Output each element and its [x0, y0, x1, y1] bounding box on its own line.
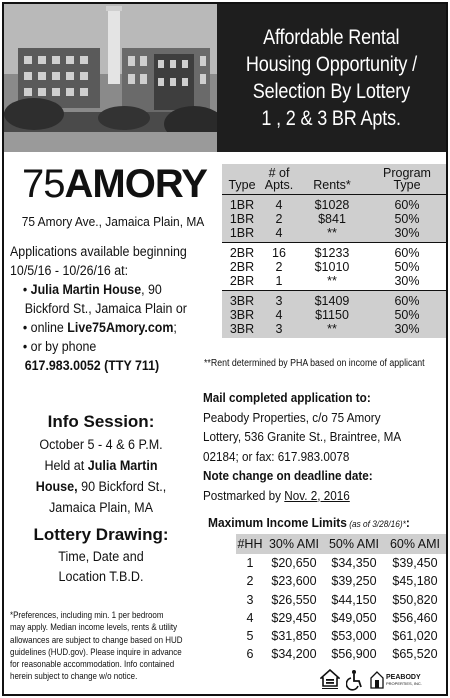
- cell-rent: $1150: [315, 308, 349, 322]
- cell-60: $65,520: [392, 647, 438, 662]
- info-line-1: October 5 - 4 & 6 P.M.: [39, 437, 163, 452]
- cell-program: 30%: [394, 322, 420, 336]
- footer-logos: [320, 666, 446, 694]
- cell-30: $31,850: [271, 629, 317, 644]
- cell-program: 30%: [394, 274, 420, 288]
- fine-line-5: for reasonable accommodation. Info contained: [10, 659, 175, 671]
- cell-rent: **: [327, 322, 337, 336]
- income-table: [236, 534, 446, 664]
- mail-instructions: [203, 388, 446, 505]
- info-line-2-pre: Held at: [44, 458, 88, 473]
- header-program-2: Type: [393, 178, 421, 192]
- header-hh: #HH: [236, 534, 264, 554]
- cell-type: 2BR: [229, 246, 255, 260]
- info-line-2-bold: Julia Martin: [87, 458, 158, 473]
- phone-number[interactable]: [10, 356, 203, 375]
- cell-30: $34,200: [271, 647, 317, 662]
- header-60-ami: 60% AMI: [384, 534, 446, 554]
- phone-label: or by phone: [30, 339, 97, 354]
- cell-50: $53,000: [331, 629, 377, 644]
- header-apts-2: Apts.: [264, 178, 294, 192]
- bullet-julia-martin-address: Bickford St., Jamaica Plain or: [24, 301, 187, 316]
- table-row: [222, 291, 446, 309]
- apply-line-1: Applications available beginning: [10, 244, 187, 259]
- headline-banner: [217, 4, 446, 152]
- info-session-details: [4, 434, 198, 518]
- lottery-details: [4, 547, 198, 587]
- header-30-ami: 30% AMI: [264, 534, 324, 554]
- rent-footnote: **Rent determined by PHA based on income of applicant: [204, 358, 425, 369]
- table-row: [222, 260, 446, 274]
- income-table-header: [236, 534, 446, 554]
- mail-line-3: 02184; or fax: 617.983.0078: [203, 448, 350, 464]
- table-row: [222, 212, 446, 226]
- rent-group-1br: [222, 195, 446, 243]
- table-row: [236, 591, 446, 609]
- cell-apts: 1: [275, 274, 283, 288]
- peabody-logo: [370, 671, 422, 689]
- cell-60: $45,180: [392, 574, 438, 589]
- cell-apts: 4: [275, 226, 283, 240]
- rent-group-3br: [222, 291, 446, 339]
- cell-30: $23,600: [271, 574, 317, 589]
- table-row: [236, 572, 446, 590]
- cell-type: 3BR: [229, 294, 255, 308]
- cell-rent: $1409: [314, 294, 350, 308]
- cell-rent: $1233: [314, 246, 350, 260]
- building-illustration-icon: [4, 4, 217, 152]
- cell-apts: 4: [275, 198, 283, 212]
- cell-50: $44,150: [331, 592, 377, 607]
- fine-print: [10, 610, 200, 684]
- info-line-2: [11, 455, 191, 476]
- cell-30: $29,450: [271, 610, 317, 625]
- income-title-note: (as of 3/28/16)*: [346, 519, 406, 529]
- table-row: [222, 308, 446, 322]
- income-title-text: Maximum Income Limits: [208, 515, 347, 530]
- cell-program: 30%: [394, 226, 420, 240]
- flyer: [2, 2, 448, 696]
- cell-apts: 16: [272, 246, 286, 260]
- info-line-3-rest: 90 Bickford St.,: [77, 479, 167, 494]
- postmark-pre: Postmarked by: [203, 487, 285, 503]
- header-rents: Rents*: [296, 164, 368, 195]
- julia-martin-rest: , 90: [141, 282, 162, 297]
- cell-30: $20,650: [271, 556, 317, 570]
- lottery-line-1: Time, Date and: [58, 549, 144, 564]
- cell-50: $56,900: [331, 647, 377, 662]
- cell-type: 3BR: [229, 308, 255, 322]
- lottery-line-2: Location T.B.D.: [58, 569, 144, 584]
- info-line-4: Jamaica Plain, MA: [49, 500, 153, 515]
- postmark-line: [203, 486, 422, 506]
- header-program-1: Program: [383, 166, 431, 180]
- header-type: Type: [222, 164, 262, 195]
- postmark-date: Nov. 2, 2016: [284, 487, 350, 503]
- headline-line-4: 1 , 2 & 3 BR Apts.: [261, 107, 402, 130]
- cell-type: 3BR: [229, 322, 255, 336]
- header-50-ami: 50% AMI: [324, 534, 384, 554]
- peabody-logo-icon: [370, 671, 384, 689]
- table-row: [222, 195, 446, 213]
- website-link[interactable]: Live75Amory.com: [67, 320, 174, 335]
- cell-hh: 4: [246, 610, 254, 625]
- fine-line-6: herein subject to change w/o notice.: [10, 671, 138, 683]
- cell-type: 2BR: [229, 274, 255, 288]
- mail-title: Mail completed application to:: [203, 390, 371, 405]
- cell-rent: **: [327, 274, 337, 288]
- headline-line-2: Housing Opportunity /: [245, 53, 418, 76]
- deadline-title: Note change on deadline date:: [203, 468, 373, 483]
- info-line-3-bold: House,: [35, 479, 78, 494]
- cell-60: $56,460: [392, 610, 438, 625]
- cell-apts: 2: [275, 212, 283, 226]
- table-row: [236, 609, 446, 627]
- rent-group-2br: [222, 243, 446, 291]
- bullet-julia-martin: • Julia Martin House, 90: [22, 282, 162, 297]
- cell-hh: 5: [246, 629, 254, 644]
- cell-rent: $1028: [314, 198, 350, 212]
- table-row: [222, 226, 446, 243]
- logo-number: 75: [22, 162, 65, 206]
- table-row: [222, 322, 446, 338]
- header-apts: [262, 164, 296, 195]
- cell-hh: 1: [246, 556, 254, 570]
- property-logo: [22, 164, 207, 204]
- peabody-subtitle: PROPERTIES, INC.: [386, 681, 422, 686]
- info-session-title: Info Session:: [47, 412, 155, 431]
- fine-line-3: allowances are subject to change based on HUD: [10, 634, 183, 646]
- cell-50: $49,050: [331, 610, 377, 625]
- cell-rent: **: [327, 226, 337, 240]
- headline-line-1: Affordable Rental: [263, 26, 400, 49]
- mail-line-2: Lottery, 536 Granite St., Braintree, MA: [203, 429, 402, 444]
- headline-line-3: Selection By Lottery: [252, 80, 411, 103]
- fine-line-1: *Preferences, including min. 1 per bedroom: [10, 610, 164, 621]
- cell-type: 1BR: [229, 226, 255, 240]
- table-row: [236, 645, 446, 663]
- cell-program: 60%: [394, 198, 420, 212]
- online-post: ;: [173, 320, 177, 335]
- cell-60: $61,020: [392, 629, 438, 644]
- mail-line-1: Peabody Properties, c/o 75 Amory: [203, 409, 381, 425]
- cell-apts: 4: [275, 308, 283, 322]
- apply-line-2: 10/5/16 - 10/26/16 at:: [10, 263, 129, 278]
- table-row: [222, 243, 446, 261]
- lottery-title: Lottery Drawing:: [33, 525, 169, 544]
- peabody-name: PEABODY: [386, 674, 421, 681]
- cell-type: 1BR: [229, 212, 255, 226]
- cell-program: 50%: [394, 308, 420, 322]
- cell-apts: 2: [275, 260, 283, 274]
- cell-program: 60%: [394, 246, 420, 260]
- application-info: [10, 242, 220, 375]
- cell-hh: 2: [246, 574, 254, 589]
- income-limits-title: [208, 515, 410, 530]
- table-row: [236, 554, 446, 572]
- table-row: [236, 627, 446, 645]
- cell-30: $26,550: [271, 592, 317, 607]
- bullet-online: • online Live75Amory.com;: [22, 320, 177, 335]
- cell-rent: $841: [318, 212, 346, 226]
- cell-hh: 6: [246, 647, 254, 662]
- fine-line-2: may apply. Median income levels, rents & utility: [10, 622, 178, 634]
- property-address: 75 Amory Ave., Jamaica Plain, MA: [21, 214, 205, 229]
- cell-program: 50%: [394, 212, 420, 226]
- cell-program: 60%: [394, 294, 420, 308]
- fine-line-4: guidelines (HUD.gov). Please inquire in advance: [10, 646, 182, 658]
- rent-table: [222, 164, 446, 338]
- rent-table-header: [222, 164, 446, 195]
- cell-60: $39,450: [392, 556, 438, 570]
- cell-50: $34,350: [331, 556, 377, 570]
- cell-type: 2BR: [229, 260, 255, 274]
- cell-rent: $1010: [314, 260, 350, 274]
- header-apts-1: # of: [268, 166, 290, 180]
- cell-type: 1BR: [229, 198, 255, 212]
- income-title-colon: :: [405, 515, 410, 530]
- table-row: [222, 274, 446, 291]
- info-line-3: [11, 476, 191, 497]
- logo-name: AMORY: [64, 162, 207, 206]
- cell-hh: 3: [246, 592, 254, 607]
- cell-50: $39,250: [331, 574, 377, 589]
- cell-apts: 3: [275, 322, 283, 336]
- wheelchair-icon: [346, 669, 364, 691]
- equal-housing-icon: [320, 669, 340, 691]
- building-photo: [4, 4, 217, 152]
- cell-apts: 3: [275, 294, 283, 308]
- cell-60: $50,820: [392, 592, 438, 607]
- bullet-phone: • or by phone: [22, 339, 97, 354]
- julia-martin-label: Julia Martin House: [30, 282, 142, 297]
- phone-number-text: 617.983.0052 (TTY 711): [24, 358, 160, 373]
- online-pre: online: [30, 320, 68, 335]
- cell-program: 50%: [394, 260, 420, 274]
- header-program: [368, 164, 446, 195]
